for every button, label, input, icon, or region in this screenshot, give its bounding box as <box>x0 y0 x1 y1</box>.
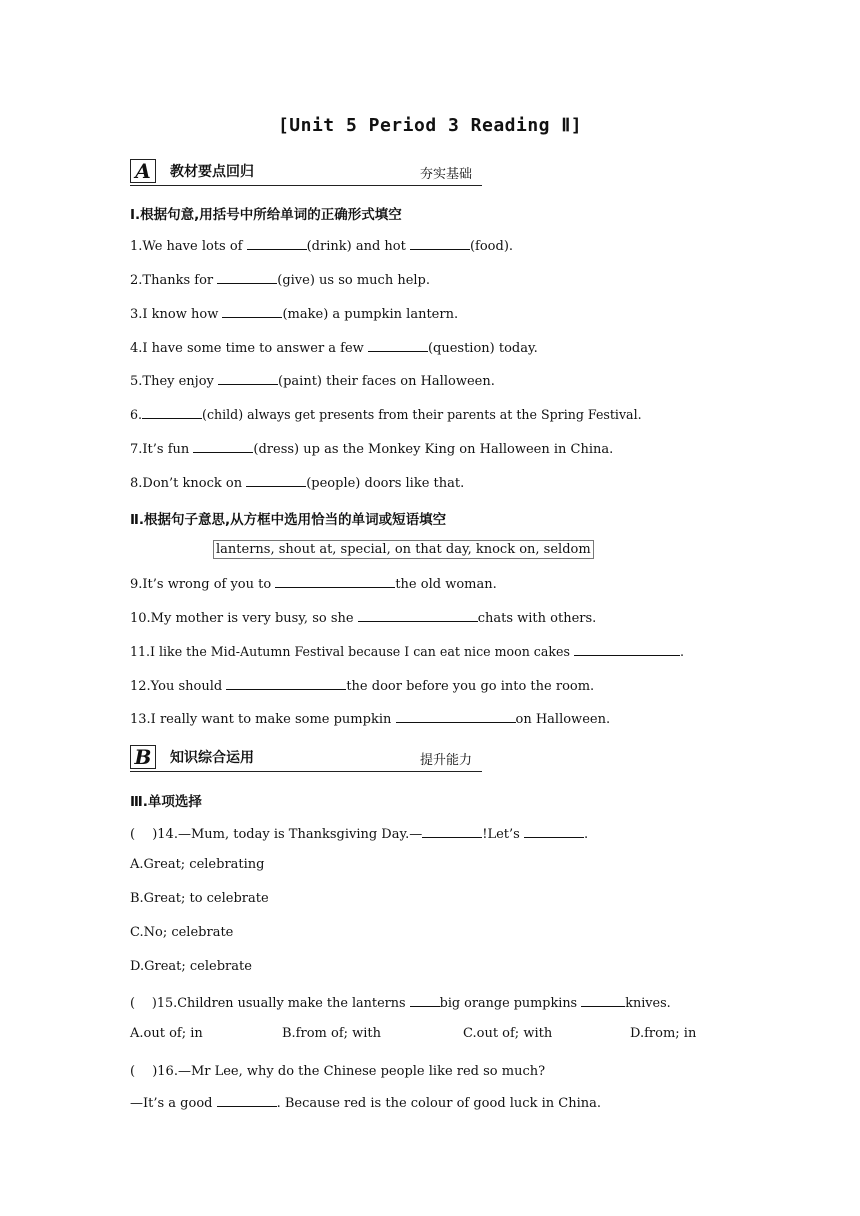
banner-a-subtitle: 夯实基础 <box>420 167 473 182</box>
question-2: 2.Thanks for (give) us so much help. <box>130 273 431 288</box>
answer-blank[interactable] <box>246 474 306 487</box>
question-12: 12.You should the door before you go into the room. <box>130 679 595 694</box>
section-3-heading: Ⅲ.单项选择 <box>130 794 202 810</box>
banner-b-title: 知识综合运用 <box>170 750 254 766</box>
question-5: 5.They enjoy (paint) their faces on Halloween. <box>130 374 495 389</box>
answer-blank[interactable] <box>142 406 202 419</box>
question-4: 4.I have some time to answer a few (question) today. <box>130 341 538 356</box>
answer-blank[interactable] <box>358 609 478 622</box>
question-10: 10.My mother is very busy, so she chats with others. <box>130 611 597 626</box>
option-15d[interactable]: D.from; in <box>630 1026 697 1041</box>
answer-blank[interactable] <box>396 710 516 723</box>
answer-blank[interactable] <box>247 237 307 250</box>
option-14a[interactable]: A.Great; celebrating <box>130 857 265 872</box>
section-2-heading: Ⅱ.根据句子意思,从方框中选用恰当的单词或短语填空 <box>130 512 447 528</box>
option-15b[interactable]: B.from of; with <box>282 1026 382 1041</box>
answer-blank[interactable] <box>574 643 680 656</box>
answer-blank[interactable] <box>218 372 278 385</box>
question-7: 7.It’s fun (dress) up as the Monkey King on Halloween in China. <box>130 442 614 457</box>
answer-blank[interactable] <box>275 575 395 588</box>
question-16: ( )16.—Mr Lee, why do the Chinese people like red so much? <box>130 1064 546 1079</box>
answer-blank[interactable] <box>581 994 625 1007</box>
page-title: [Unit 5 Period 3 Reading Ⅱ] <box>277 115 583 136</box>
question-14: ( )14.—Mum, today is Thanksgiving Day.— !Let’s . <box>130 827 589 842</box>
question-15: ( )15.Children usually make the lanterns big orange pumpkins knives. <box>130 996 671 1011</box>
question-9: 9.It’s wrong of you to the old woman. <box>130 577 497 592</box>
question-16-answer: —It’s a good . Because red is the colour of good luck in China. <box>130 1096 601 1111</box>
answer-blank[interactable] <box>368 339 428 352</box>
section-1-heading: Ⅰ.根据句意,用括号中所给单词的正确形式填空 <box>130 207 402 223</box>
badge-b-icon: B <box>130 745 156 769</box>
question-6: 6. (child) always get presents from their parents at the Spring Festival. <box>130 407 642 422</box>
answer-blank[interactable] <box>410 237 470 250</box>
section-banner-a <box>130 157 482 186</box>
word-box: lanterns, shout at, special, on that day, knock on, seldom <box>213 540 594 559</box>
answer-blank[interactable] <box>217 1094 277 1107</box>
section-banner-b <box>130 743 482 772</box>
question-13: 13.I really want to make some pumpkin on Halloween. <box>130 712 611 727</box>
question-3: 3.I know how (make) a pumpkin lantern. <box>130 307 459 322</box>
option-14b[interactable]: B.Great; to celebrate <box>130 891 269 906</box>
answer-blank[interactable] <box>524 825 584 838</box>
badge-a-icon: A <box>130 159 156 183</box>
question-11: 11.I like the Mid-Autumn Festival because I can eat nice moon cakes . <box>130 644 684 659</box>
banner-b-subtitle: 提升能力 <box>420 753 473 768</box>
answer-blank[interactable] <box>410 994 440 1007</box>
question-8: 8.Don’t knock on (people) doors like that. <box>130 476 465 491</box>
answer-blank[interactable] <box>193 440 253 453</box>
option-14d[interactable]: D.Great; celebrate <box>130 959 252 974</box>
answer-blank[interactable] <box>222 305 282 318</box>
option-14c[interactable]: C.No; celebrate <box>130 925 234 940</box>
answer-blank[interactable] <box>217 271 277 284</box>
banner-a-title: 教材要点回归 <box>170 164 254 180</box>
question-1: 1.We have lots of (drink) and hot (food). <box>130 239 514 254</box>
option-15a[interactable]: A.out of; in <box>130 1026 203 1041</box>
answer-blank[interactable] <box>226 677 346 690</box>
option-15c[interactable]: C.out of; with <box>463 1026 553 1041</box>
answer-blank[interactable] <box>422 825 482 838</box>
